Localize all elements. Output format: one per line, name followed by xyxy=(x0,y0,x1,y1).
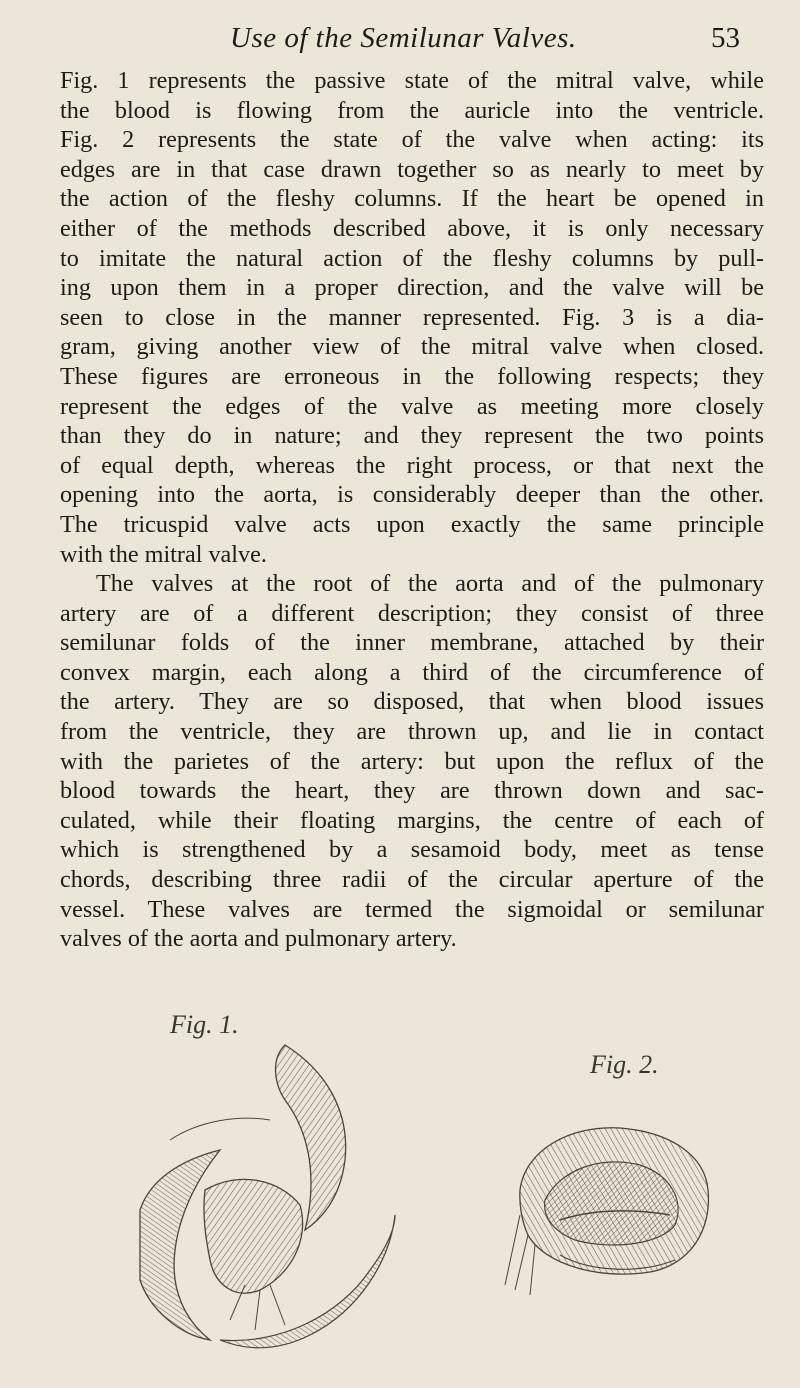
text-line: These figures are erroneous in the following respects; they xyxy=(60,362,764,390)
text-line: gram, giving another view of the mitral valve when closed. xyxy=(60,333,764,361)
figure-plate xyxy=(110,1000,730,1370)
page-header xyxy=(0,14,800,54)
text-line: either of the methods described above, it is only necessary xyxy=(60,214,764,242)
figure-2 xyxy=(490,1040,730,1360)
text-line: Fig. 2 represents the state of the valve when acting: its xyxy=(60,126,764,154)
figure-2-label: Fig. 2. xyxy=(590,1050,659,1079)
body-text xyxy=(60,66,764,954)
text-line: blood towards the heart, they are thrown down and sac- xyxy=(60,777,764,805)
text-line: vessel. These valves are termed the sigmoidal or semilunar xyxy=(60,895,764,923)
text-line: the action of the fleshy columns. If the heart be opened in xyxy=(60,185,764,213)
text-line: from the ventricle, they are thrown up, and lie in contact xyxy=(60,718,764,746)
text-line: The valves at the root of the aorta and of the pulmonary xyxy=(96,570,764,598)
text-line: which is strengthened by a sesamoid body, meet as tense xyxy=(60,836,764,864)
figure-1-label: Fig. 1. xyxy=(170,1010,239,1039)
text-line: chords, describing three radii of the circular aperture of the xyxy=(60,866,764,894)
text-line: the artery. They are so disposed, that when blood issues xyxy=(60,688,764,716)
text-line: to imitate the natural action of the fleshy columns by pull- xyxy=(60,244,764,272)
paragraph-mitral-valve xyxy=(60,66,764,569)
text-line: The tricuspid valve acts upon exactly the same principle xyxy=(60,510,764,538)
page-number: 53 xyxy=(711,22,740,54)
text-line: than they do in nature; and they represent the two points xyxy=(60,422,764,450)
text-line: the blood is flowing from the auricle into the ventricle. xyxy=(60,96,764,124)
text-line: seen to close in the manner represented. Fig. 3 is a dia- xyxy=(60,303,764,331)
text-line: artery are of a different description; they consist of three xyxy=(60,599,764,627)
text-line: ing upon them in a proper direction, and the valve will be xyxy=(60,274,764,302)
text-line: semilunar folds of the inner membrane, attached by their xyxy=(60,629,764,657)
text-line: valves of the aorta and pulmonary artery. xyxy=(60,925,457,953)
text-line: with the parietes of the artery: but upon the reflux of the xyxy=(60,747,764,775)
text-line: culated, while their floating margins, the centre of each of xyxy=(60,806,764,834)
running-title: Use of the Semilunar Valves. xyxy=(230,22,577,54)
text-line: convex margin, each along a third of the circumference of xyxy=(60,658,764,686)
paragraph-semilunar-valves xyxy=(60,569,764,954)
figure-1-engraving xyxy=(110,1000,430,1370)
text-line: represent the edges of the valve as meeting more closely xyxy=(60,392,764,420)
text-line: edges are in that case drawn together so as nearly to meet by xyxy=(60,155,764,183)
text-line: with the mitral valve. xyxy=(60,540,267,568)
figure-2-engraving xyxy=(490,1040,730,1360)
text-line: opening into the aorta, is considerably deeper than the other. xyxy=(60,481,764,509)
figure-1 xyxy=(110,1000,430,1370)
text-line: of equal depth, whereas the right process, or that next the xyxy=(60,451,764,479)
text-line: Fig. 1 represents the passive state of the mitral valve, while xyxy=(60,67,764,94)
